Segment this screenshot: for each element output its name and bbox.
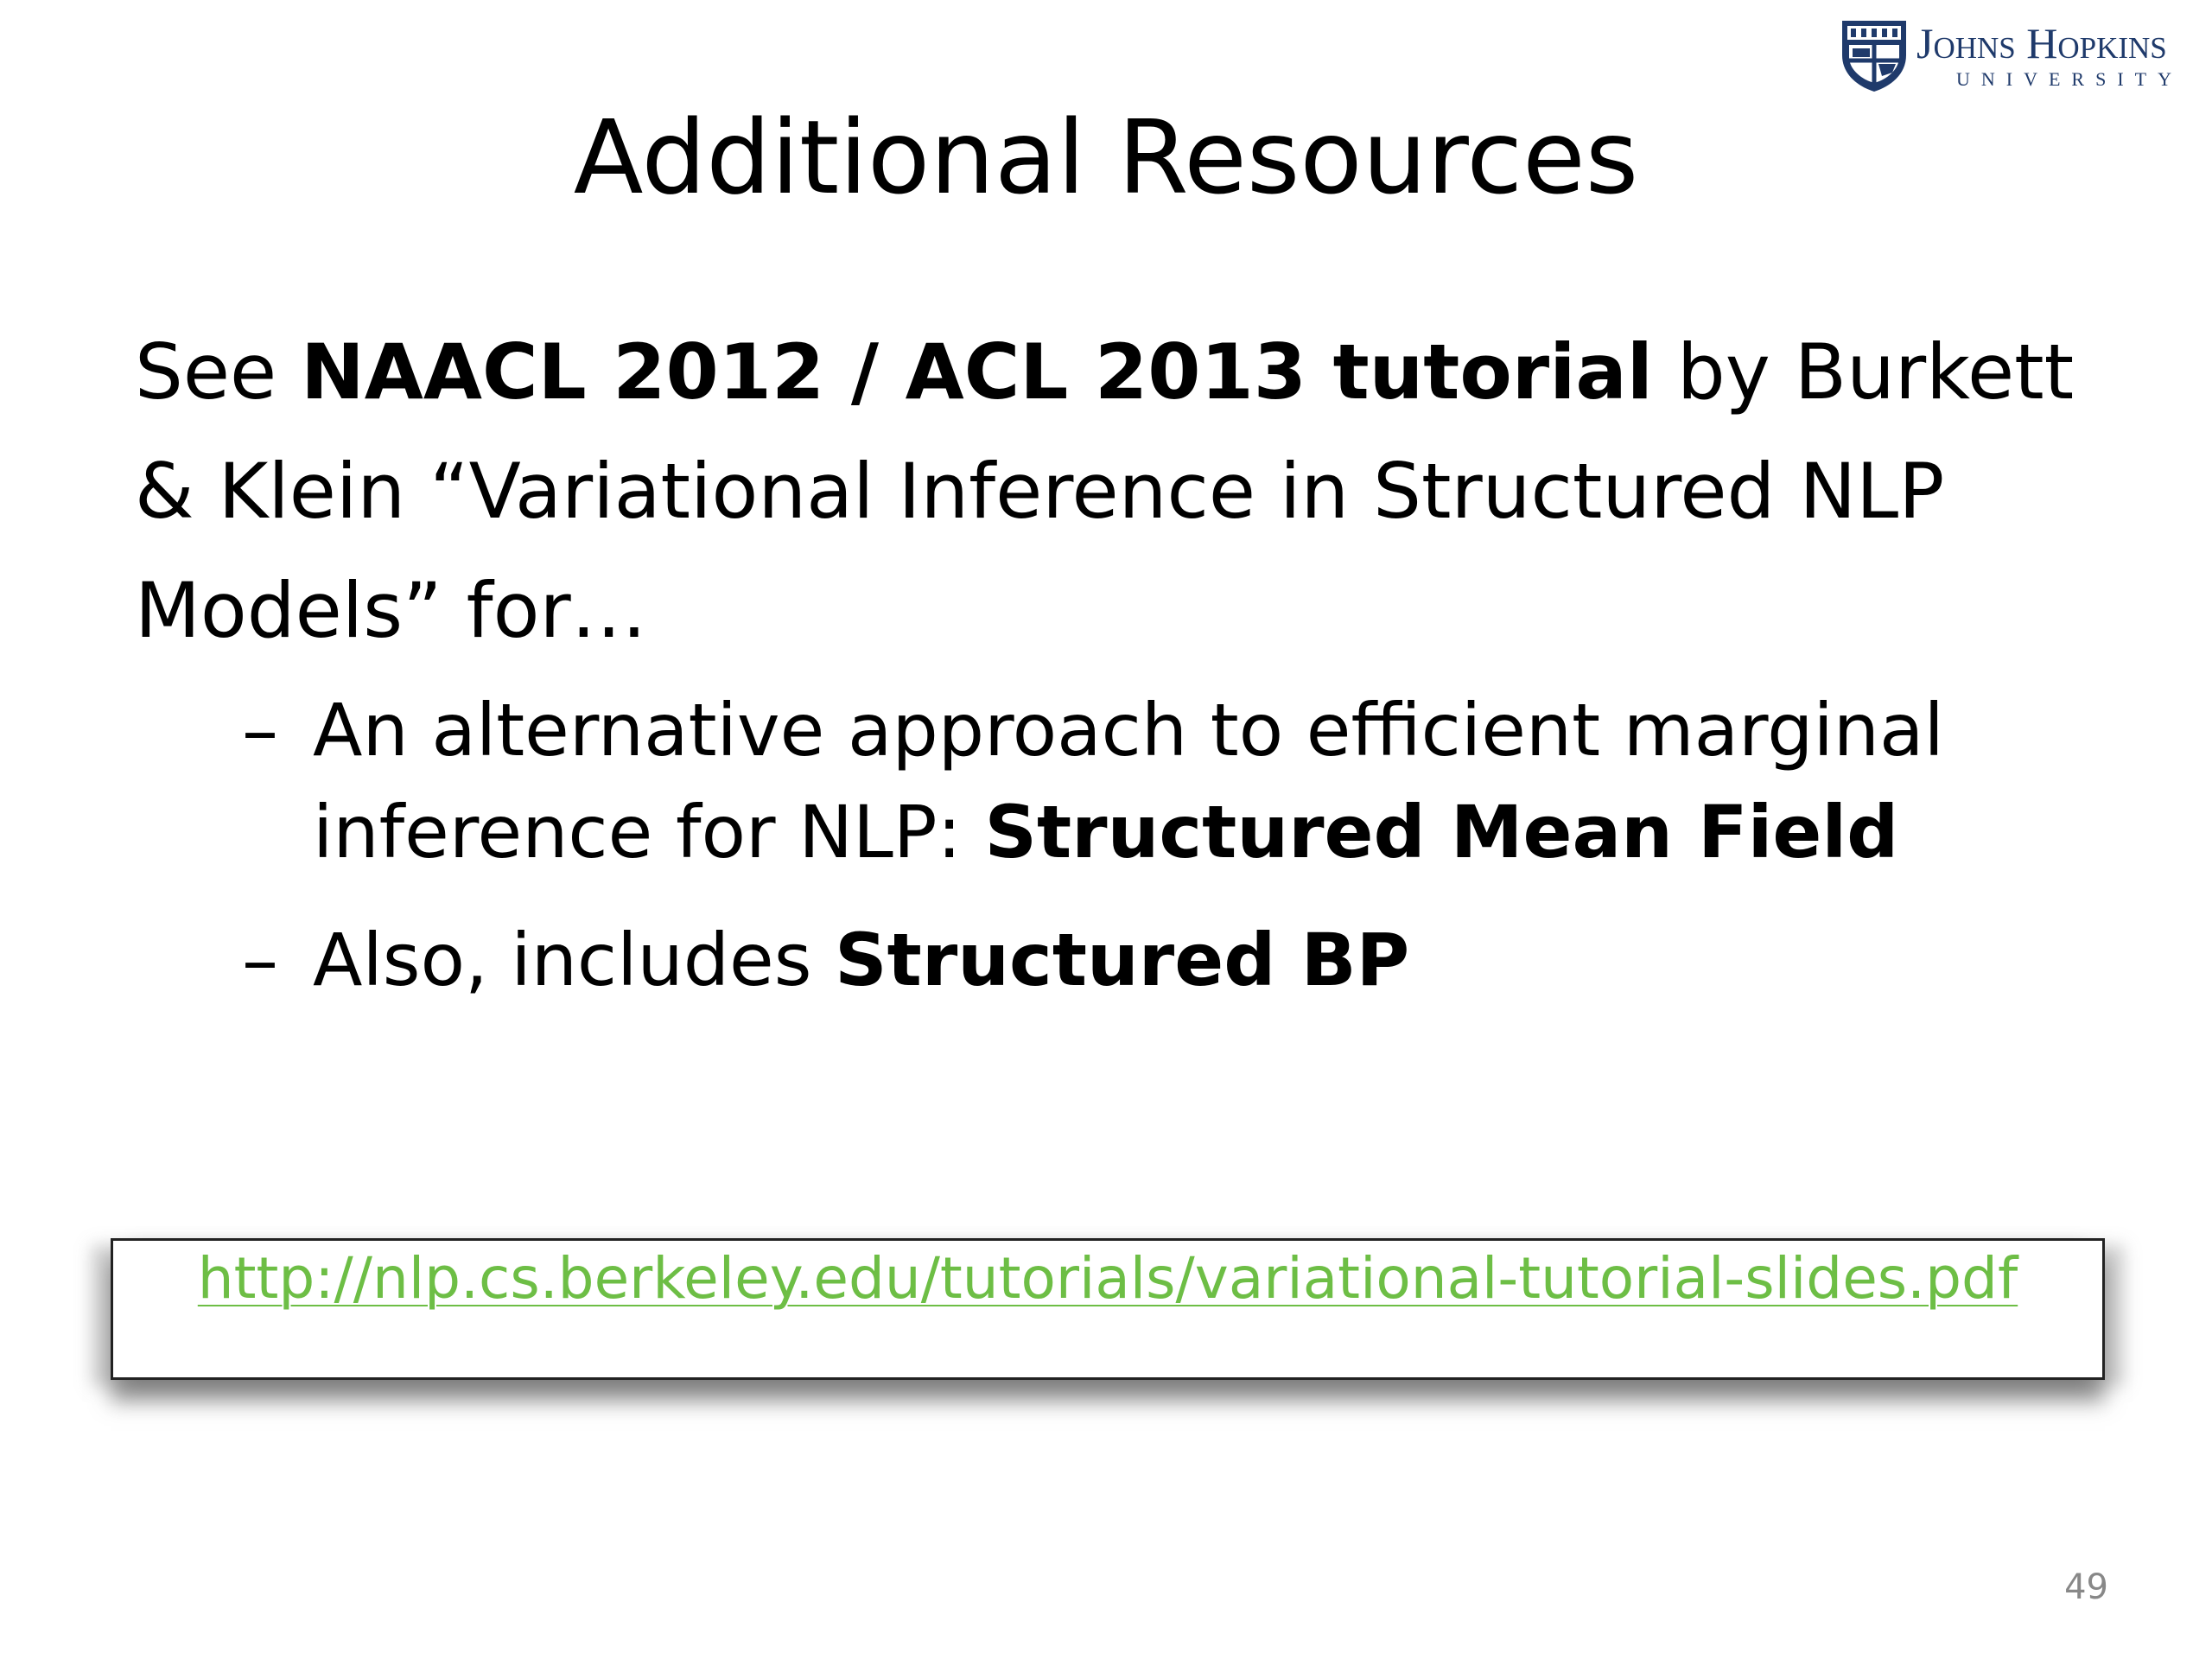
bullet-text-regular: Also, includes <box>313 918 836 1002</box>
bullet-text-bold: Structured BP <box>835 918 1410 1002</box>
tutorial-slides-link[interactable]: http://nlp.cs.berkeley.edu/tutorials/variational-tutorial-slides.pdf <box>197 1245 2018 1312</box>
bullet-item <box>242 909 1970 1011</box>
intro-paragraph <box>135 313 2079 671</box>
bullet-text-bold: Structured Mean Field <box>984 790 1899 874</box>
bullet-text <box>313 679 1972 883</box>
intro-text-part-2: by Burkett & Klein “Variational Inference in Structured NLP Models” for… <box>135 327 2075 655</box>
page-number: 49 <box>2064 1567 2108 1607</box>
university-shield-icon <box>1839 16 1910 92</box>
bullet-dash: – <box>242 688 278 772</box>
link-box <box>111 1238 2105 1380</box>
intro-bold-tutorial: NAACL 2012 / ACL 2013 tutorial <box>301 327 1653 416</box>
university-logo <box>1839 16 2202 92</box>
bullet-dash: – <box>242 918 278 1002</box>
bullet-text-regular: An alternative approach to efficient marginal inference for NLP: <box>313 688 1944 874</box>
intro-text-part-1: See <box>135 327 302 416</box>
bullet-item <box>242 679 1970 883</box>
logo-subtitle: UNIVERSITY <box>1956 68 2183 90</box>
logo-name: Johns Hopkins <box>1916 19 2167 67</box>
bullet-text <box>313 909 1972 1011</box>
slide-title: Additional Resources <box>573 98 1639 217</box>
